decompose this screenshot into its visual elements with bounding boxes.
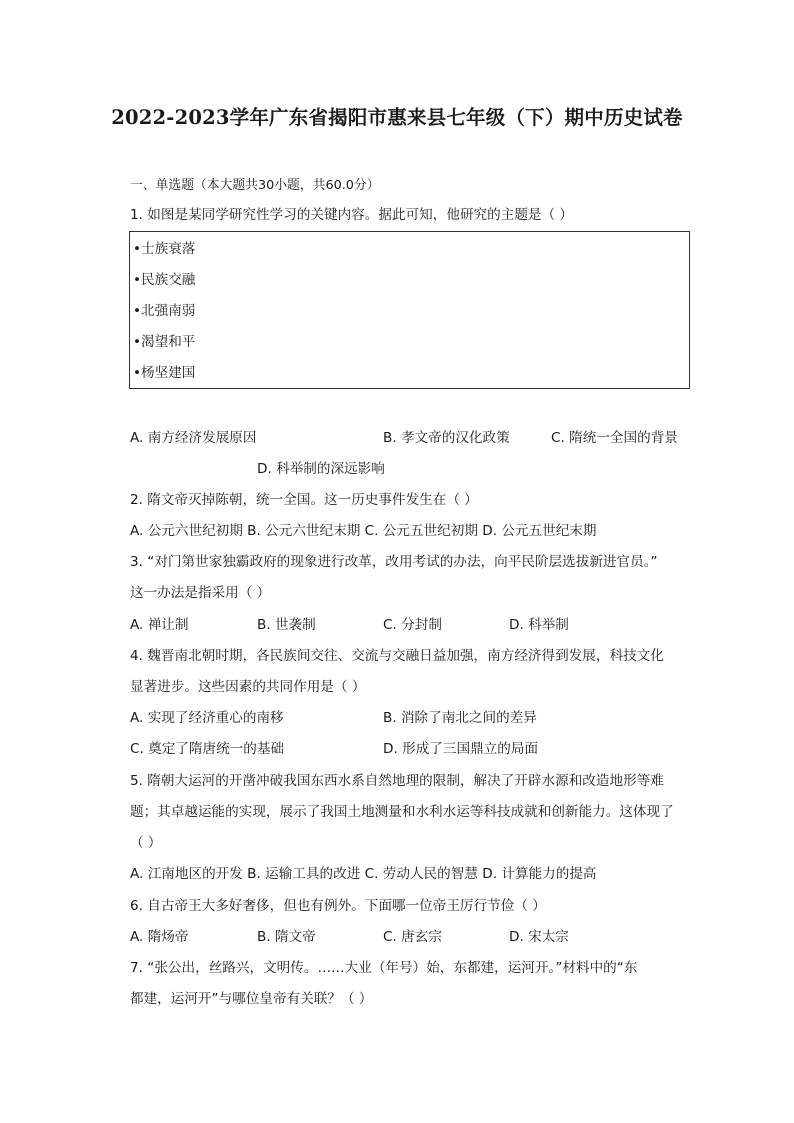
material-item: •杨坚建国	[133, 365, 196, 381]
question-5-stem-line-2: 题；其卓越运能的实现，展示了我国土地测量和水利水运等科技成就和创新能力。这体现了	[130, 804, 674, 820]
question-1-option-c: C. 隋统一全国的背景	[551, 430, 678, 446]
question-1-option-d: D. 科举制的深远影响	[257, 461, 385, 477]
question-1-option-b: B. 孝文帝的汉化政策	[383, 430, 510, 446]
question-1-option-a: A. 南方经济发展原因	[130, 430, 257, 446]
question-5-options: A. 江南地区的开发 B. 运输工具的改进 C. 劳动人民的智慧 D. 计算能力的提高	[130, 866, 597, 882]
question-1-stem: 1. 如图是某同学研究性学习的关键内容。据此可知，他研究的主题是（ ）	[130, 207, 574, 223]
question-4-option-d: D. 形成了三国鼎立的局面	[383, 741, 539, 757]
question-6-stem: 6. 自古帝王大多好奢侈，但也有例外。下面哪一位帝王厉行节俭（ ）	[130, 898, 546, 914]
question-3-option-b: B. 世袭制	[257, 617, 316, 633]
question-3-stem-line-2: 这一办法是指采用（ ）	[130, 585, 271, 601]
question-7-stem-line-2: 都建，运河开”与哪位皇帝有关联？（ ）	[130, 991, 373, 1007]
material-item: •渴望和平	[133, 334, 196, 350]
question-1-material-box	[129, 231, 690, 389]
question-4-option-b: B. 消除了南北之间的差异	[383, 710, 537, 726]
question-4-stem-line-2: 显著进步。这些因素的共同作用是（ ）	[130, 679, 366, 695]
question-3-stem-line-1: 3. “对门第世家独霸政府的现象进行改革，改用考试的办法，向平民阶层选拔新进官员。”	[130, 554, 658, 570]
question-6-option-c: C. 唐玄宗	[383, 929, 442, 945]
question-6-option-b: B. 隋文帝	[257, 929, 316, 945]
question-6-option-d: D. 宋太宗	[509, 929, 569, 945]
question-4-option-c: C. 奠定了隋唐统一的基础	[130, 741, 285, 757]
question-2-options: A. 公元六世纪初期 B. 公元六世纪末期 C. 公元五世纪初期 D. 公元五世纪末期	[130, 523, 597, 539]
material-item: •北强南弱	[133, 303, 196, 319]
question-7-stem-line-1: 7. “张公出，丝路兴，文明传。……大业（年号）始，东都建，运河开。”材料中的“东	[130, 960, 638, 976]
question-3-option-c: C. 分封制	[383, 617, 442, 633]
section-heading: 一、单选题（本大题共30小题，共60.0分）	[130, 178, 380, 193]
question-3-option-d: D. 科举制	[509, 617, 569, 633]
question-5-stem-line-3: （ ）	[130, 835, 162, 851]
material-item: •士族衰落	[133, 241, 196, 257]
question-2-stem: 2. 隋文帝灭掉陈朝，统一全国。这一历史事件发生在（ ）	[130, 492, 478, 508]
question-6-option-a: A. 隋炀帝	[130, 929, 189, 945]
question-5-stem-line-1: 5. 隋朝大运河的开凿冲破我国东西水系自然地理的限制，解决了开辟水源和改造地形等难	[130, 773, 664, 789]
material-item: •民族交融	[133, 272, 196, 288]
question-3-option-a: A. 禅让制	[130, 617, 189, 633]
question-4-option-a: A. 实现了经济重心的南移	[130, 710, 284, 726]
question-4-stem-line-1: 4. 魏晋南北朝时期，各民族间交往、交流与交融日益加强，南方经济得到发展，科技文化	[130, 648, 664, 664]
exam-title: 2022-2023学年广东省揭阳市惠来县七年级（下）期中历史试卷	[111, 106, 683, 129]
